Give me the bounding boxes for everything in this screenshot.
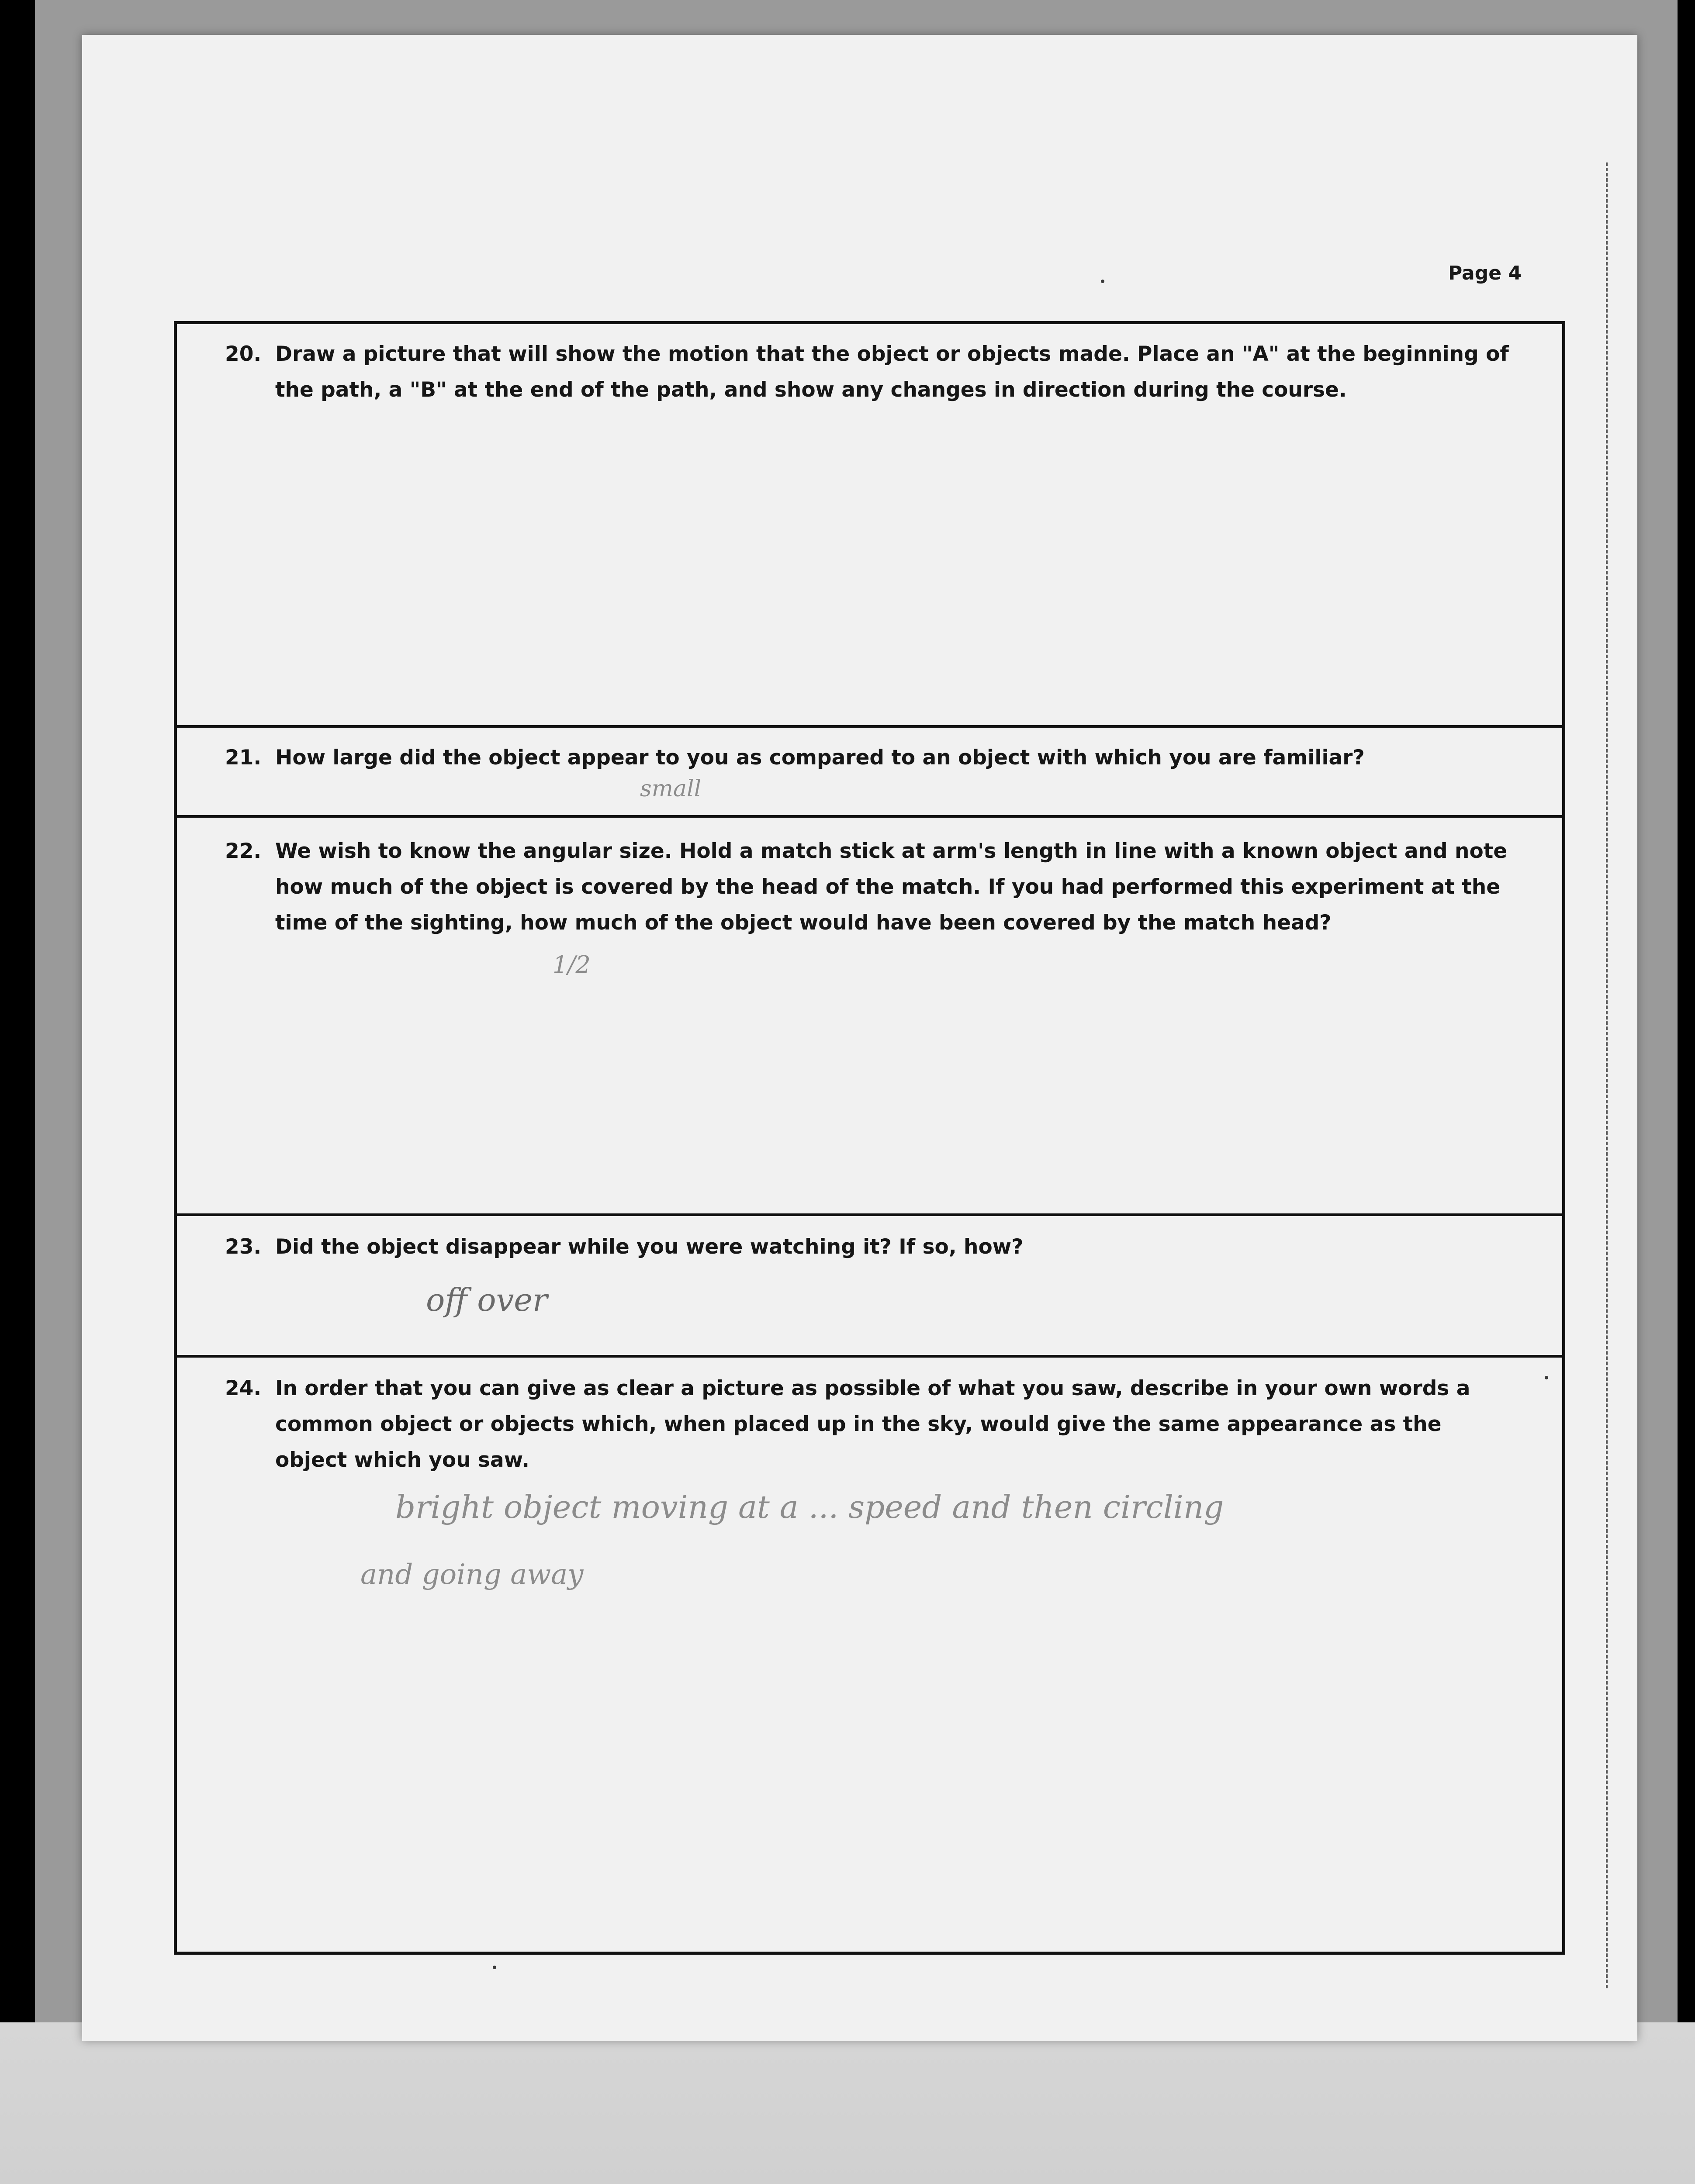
question-20-section: [177, 324, 1562, 725]
handwritten-answer: 1/2: [553, 951, 591, 978]
drawing-area[interactable]: [225, 425, 1514, 704]
question-21: [225, 740, 1514, 776]
question-number: 24.: [225, 1376, 262, 1400]
question-number: 23.: [225, 1235, 262, 1259]
question-text: In order that you can give as clear a picture as possible of what you saw, describe in your own words a common object or objects which, when placed up in the sky, would give the same appearance as the object which you saw.: [275, 1376, 1470, 1472]
question-text: How large did the object appear to you as compared to an object with which you are familiar?: [275, 746, 1365, 770]
handwritten-answer-line-2: and going away: [360, 1559, 584, 1591]
question-number: 21.: [225, 746, 262, 770]
document-page: [82, 35, 1637, 2041]
question-number: 20.: [225, 342, 262, 366]
handwritten-answer: off over: [426, 1282, 548, 1318]
page-number: Page 4: [1448, 262, 1522, 284]
question-23-section: [177, 1213, 1562, 1355]
question-24-section: [177, 1355, 1562, 1952]
question-21-section: [177, 725, 1562, 815]
question-text: Did the object disappear while you were watching it? If so, how?: [275, 1235, 1024, 1259]
handwritten-answer-line-1: bright object moving at a ... speed and then circling: [395, 1489, 1224, 1525]
scan-speck: [1545, 1376, 1548, 1379]
question-22-section: [177, 815, 1562, 1213]
question-20: [225, 336, 1514, 408]
question-text: Draw a picture that will show the motion that the object or objects made. Place an "A" at the beginning of the path, a "B" at the end of the path, and show any changes in direction during the course.: [275, 342, 1509, 402]
scan-speck: [1101, 280, 1104, 283]
question-23: [225, 1229, 1514, 1265]
scan-table-surface: [0, 2022, 1695, 2184]
handwritten-answer: small: [640, 776, 702, 802]
question-22: [225, 833, 1514, 941]
question-text: We wish to know the angular size. Hold a match stick at arm's length in line with a known object and note how much of the object is covered by the head of the match. If you had performed this experiment at the time of the sighting, how much of the object would have been covered by the match head?: [275, 839, 1508, 935]
question-number: 22.: [225, 839, 262, 863]
question-24: [225, 1371, 1514, 1478]
scan-speck: [493, 1966, 496, 1969]
questionnaire-form: [174, 321, 1565, 1955]
margin-rule: [1606, 162, 1609, 1988]
